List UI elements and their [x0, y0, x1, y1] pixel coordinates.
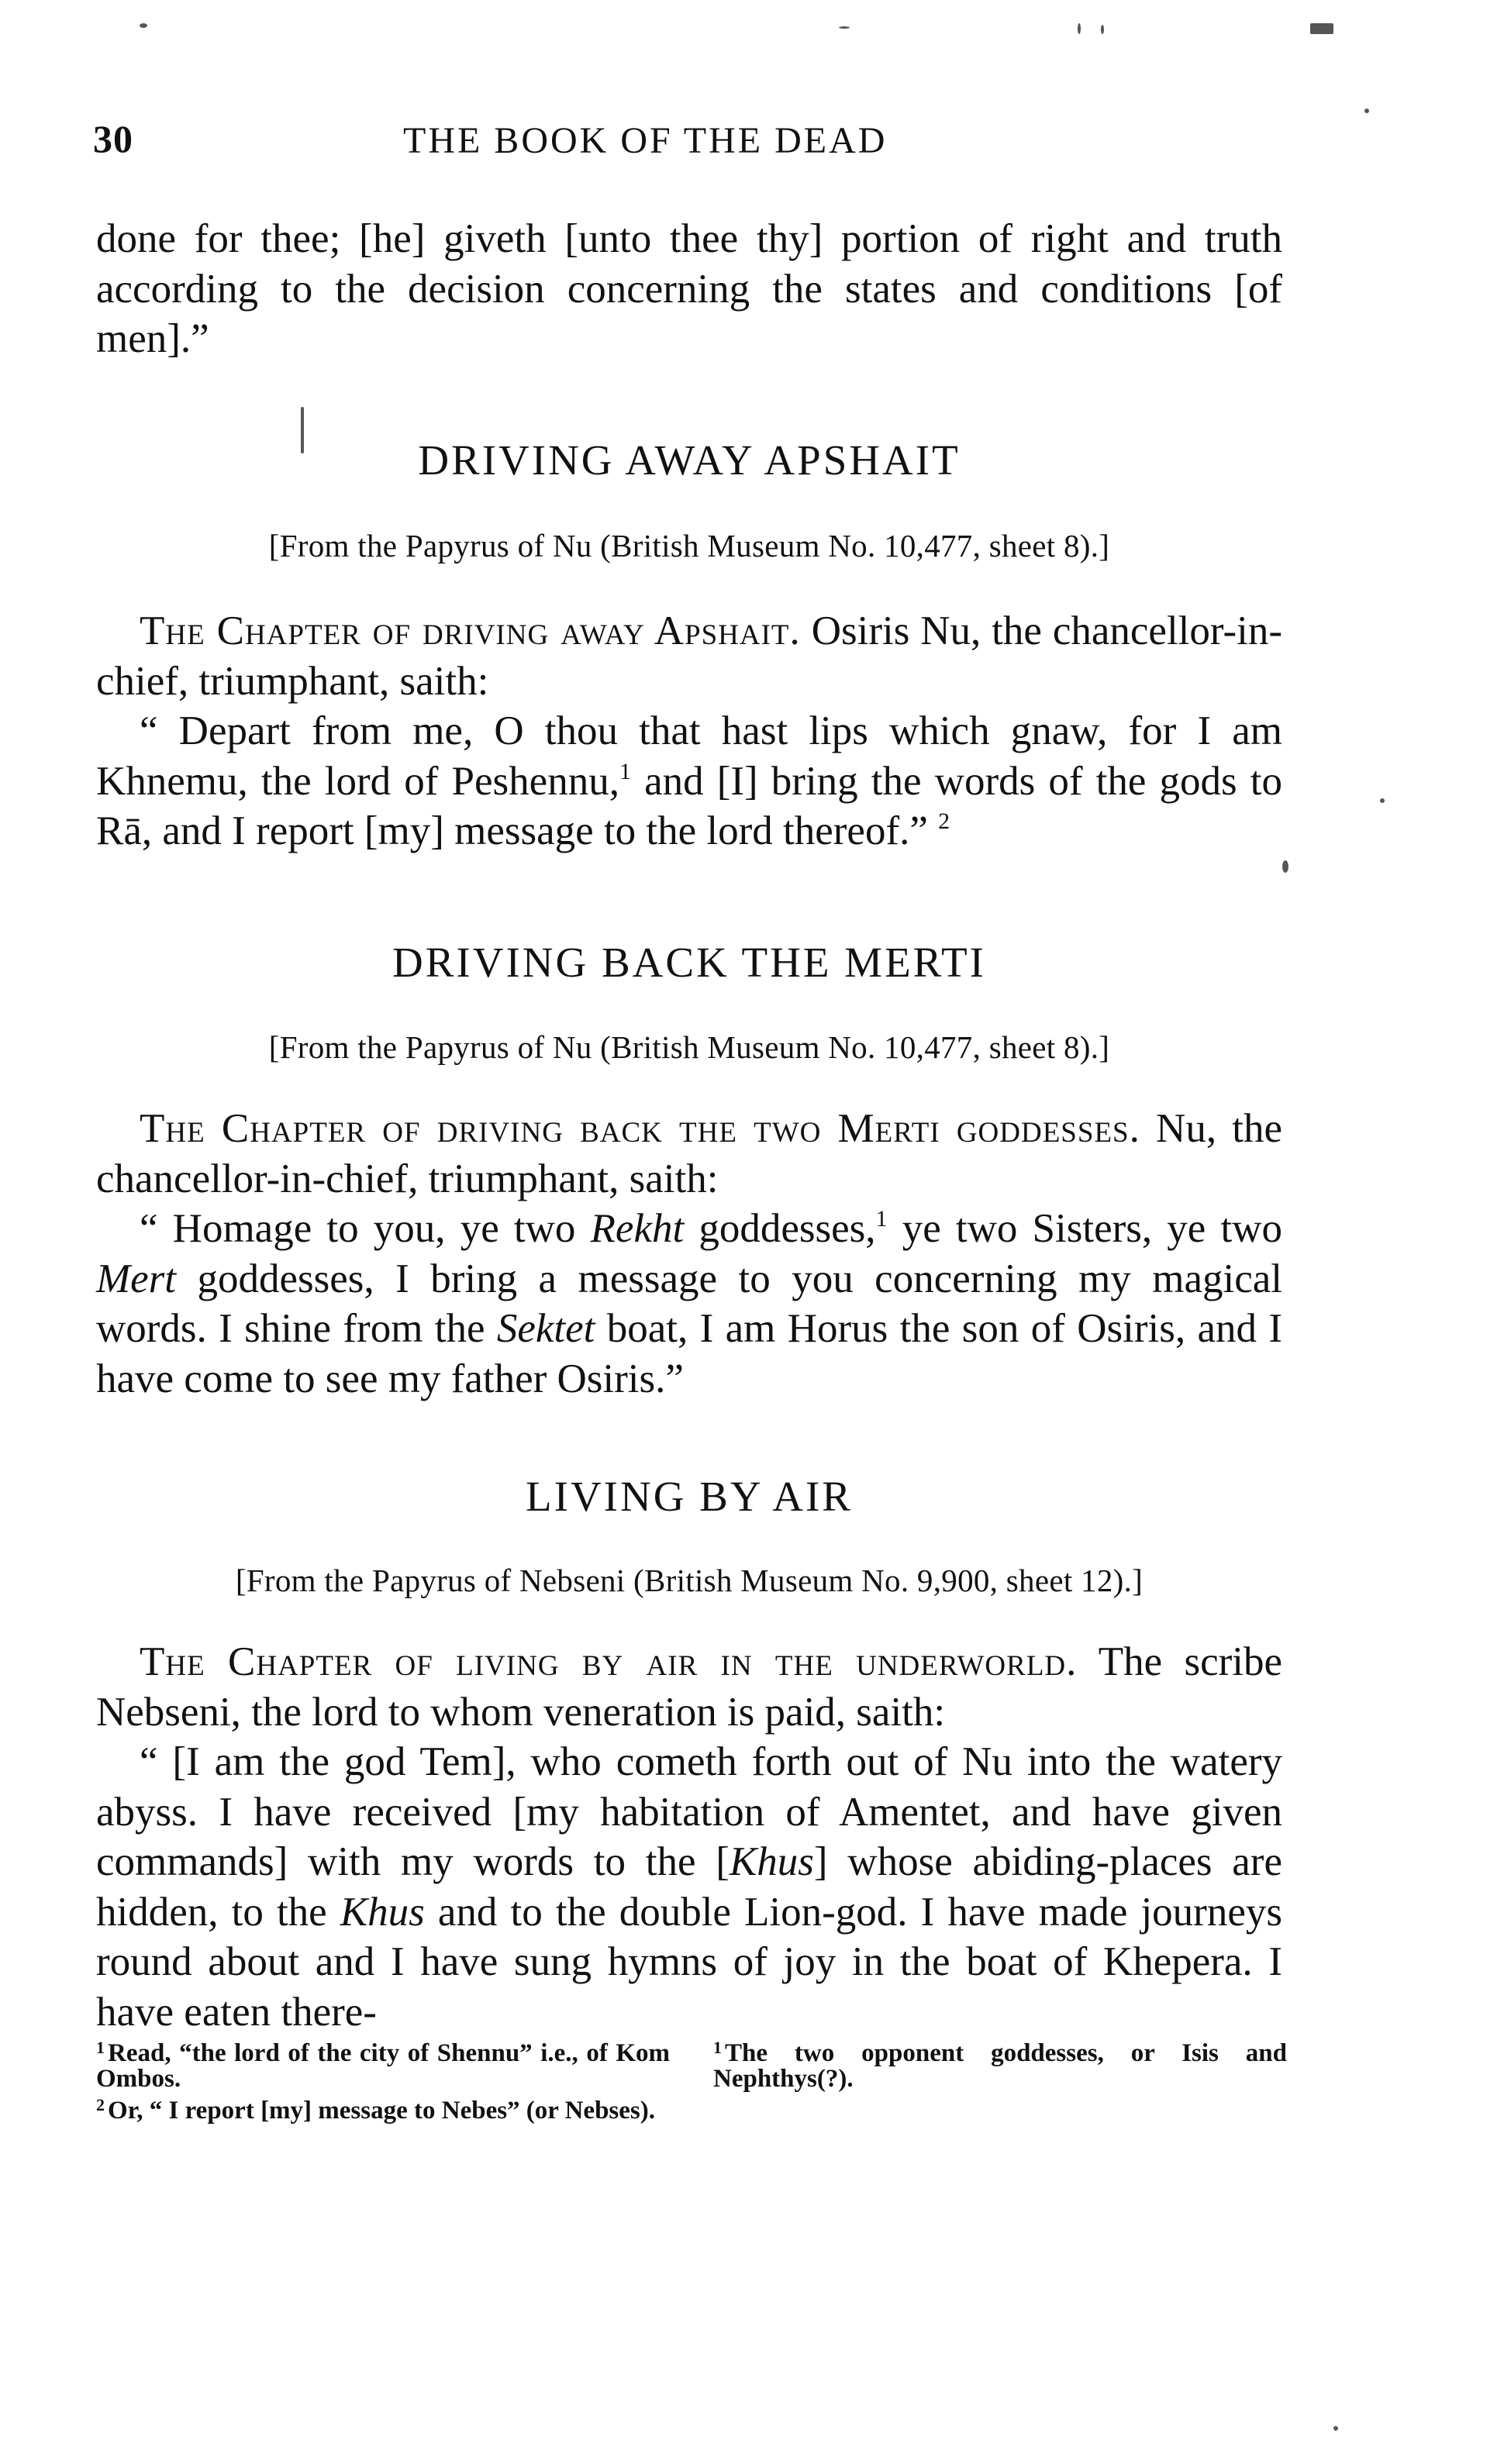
chapter-air-heading: The Chapter of living by air in the underworld. [140, 1639, 1078, 1684]
footnote-ref: 1 [875, 1206, 888, 1232]
chapter-air-speech: “ [I am the god Tem], who cometh forth out of Nu into the watery abyss. I have received [my habitation of Amentet, and have given commands] with my words to the [Khus] whose abiding-places are hidden, to the Khus and to the double Lion-god. I have made journeys round about and I have sung hymns of joy in the boat of Khepera. I have eaten there- [96, 1739, 1282, 2035]
scan-speck [140, 23, 147, 28]
chapter-merti-speech: “ Homage to you, ye two Rekht goddesses,$^1$ ye two Sisters, ye two Mert goddesses, I bring a message to you concerning my magical words. I shine from the Sektet boat, I am Horus the son of Osiris, and I have come to see my father Osiris.” [96, 1206, 1282, 1401]
footnote-item: $^1$ The two opponent goddesses, or Isis and Nephthys(?). [713, 2038, 1287, 2093]
scan-speck [1364, 109, 1369, 113]
chapter-apshait-heading: The Chapter of driving away Apshait. [140, 608, 801, 653]
footnotes-left [96, 2035, 670, 2124]
section-title-apshait: DRIVING AWAY APSHAIT [418, 436, 961, 484]
scan-speck [1380, 798, 1385, 803]
chapter-apshait-speech: “ Depart from me, O thou that hast lips which gnaw, for I am Khnemu, the lord of Peshennu,$^1$ and [I] bring the words of the gods to Rā, and I report [my] message to the lord thereof.” $^2$ [96, 708, 1282, 853]
source-note-merti: [From the Papyrus of Nu (British Museum No. 10,477, sheet 8).] [268, 1029, 1110, 1065]
scan-speck [1078, 23, 1081, 34]
scan-speck [1282, 860, 1288, 873]
scan-speck [1101, 25, 1104, 34]
chapter-apshait-lead-text: Osiris Nu, the chancellor-in-chief, triumphant, saith: [96, 608, 1283, 704]
scan-speck [1310, 23, 1333, 34]
footnote-ref: 1 [619, 758, 631, 784]
chapter-apshait-lead [96, 606, 1282, 706]
source-note-apshait: [From the Papyrus of Nu (British Museum No. 10,477, sheet 8).] [268, 528, 1110, 563]
chapter-merti-lead-text: Nu, the chancellor-in-chief, triumphant, saith: [96, 1106, 1282, 1201]
chapter-merti-body [96, 1104, 1282, 1404]
term-khus: Khus [340, 1889, 425, 1935]
intro-paragraph [96, 214, 1282, 364]
chapter-air-lead-text: The scribe Nebseni, the lord to whom veneration is paid, saith: [96, 1639, 1282, 1735]
footnote-item: $^2$ Or, “ I report [my] message to Nebes” (or Nebses). [96, 2095, 656, 2125]
running-title: THE BOOK OF THE DEAD [403, 120, 888, 161]
section-title-living-by-air: LIVING BY AIR [526, 1473, 853, 1520]
footnote-ref: 2 [938, 808, 950, 834]
scan-speck [1333, 2426, 1338, 2431]
chapter-apshait-body [96, 606, 1282, 856]
footnotes-right [713, 2035, 1287, 2092]
term-mert: Mert [96, 1256, 177, 1301]
section-title-merti: DRIVING BACK THE MERTI [392, 939, 986, 986]
term-sektet: Sektet [496, 1306, 595, 1351]
chapter-air-body [96, 1637, 1282, 2037]
intro-text: done for thee; [he] giveth [unto thee thy] portion of right and truth according to the decision concerning the states and conditions [of men].” [96, 216, 1282, 361]
source-note-living-by-air: [From the Papyrus of Nebseni (British Museum No. 9,900, sheet 12).] [235, 1563, 1144, 1598]
page-number: 30 [93, 117, 133, 160]
footnote-item: $^1$ Read, “the lord of the city of Shennu” i.e., of Kom Ombos. [96, 2038, 670, 2093]
chapter-merti-lead [96, 1104, 1282, 1204]
term-rekht: Rekht [590, 1206, 685, 1251]
scan-speck [839, 26, 850, 29]
chapter-air-lead [96, 1637, 1282, 1737]
term-khus: Khus [729, 1839, 814, 1884]
chapter-merti-heading: The Chapter of driving back the two Merti goddesses. [140, 1106, 1140, 1151]
scan-speck [301, 407, 304, 453]
